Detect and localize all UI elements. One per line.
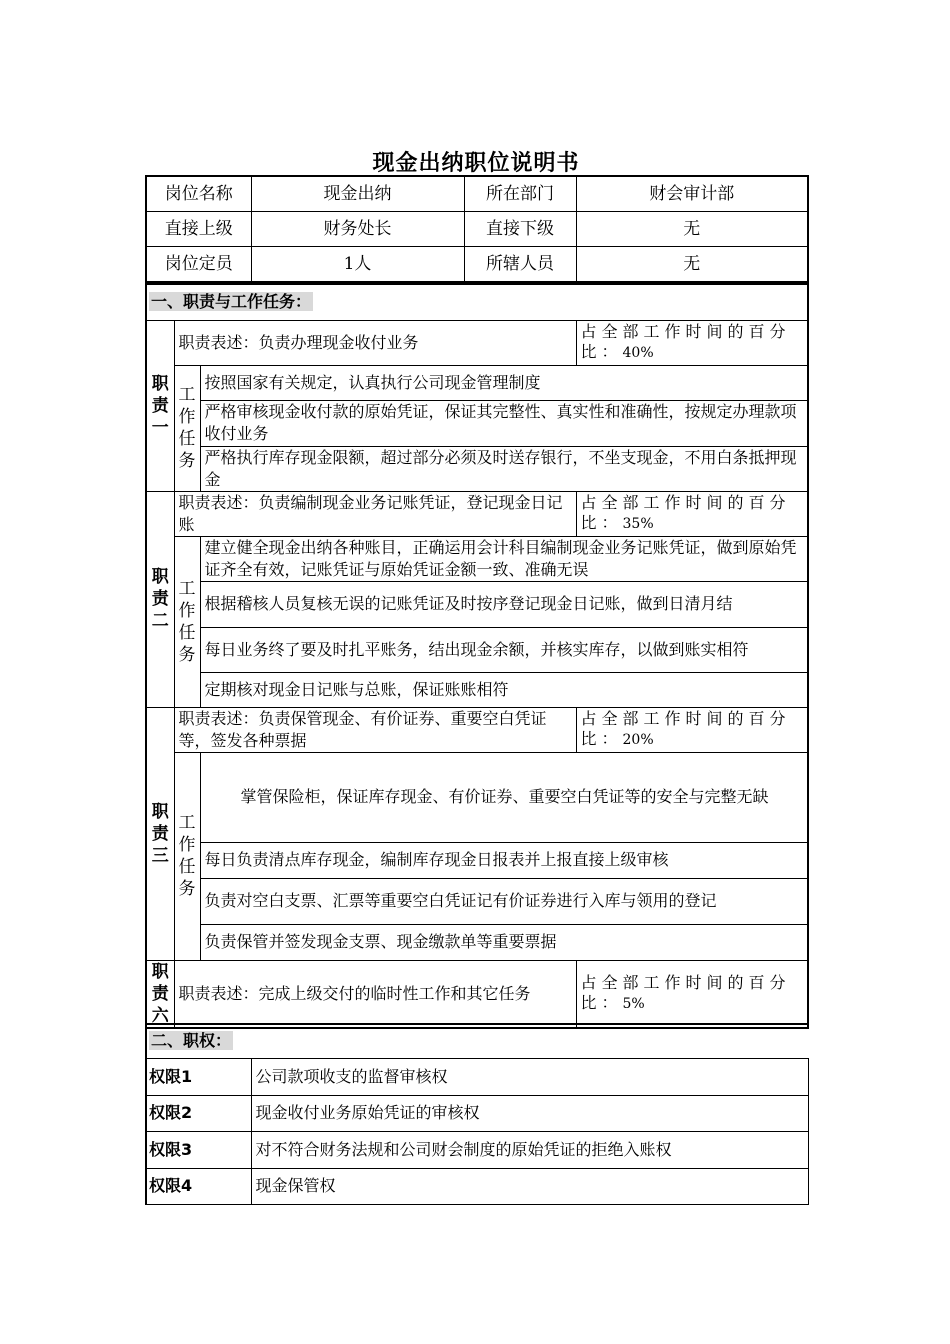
duty-time-percentage: 占全部工作时间的百分比：20% xyxy=(576,707,808,752)
duty-label: 职责三 xyxy=(146,707,174,960)
task-item: 每日负责清点库存现金，编制库存现金日报表并上报直接上级审核 xyxy=(200,842,808,878)
duty-label: 职责一 xyxy=(146,320,174,491)
permission-text: 对不符合财务法规和公司财会制度的原始凭证的拒绝入账权 xyxy=(251,1131,808,1168)
task-row xyxy=(146,536,808,581)
section2-title: 二、职权： xyxy=(151,1031,232,1051)
label-direct-subordinate: 直接下级 xyxy=(464,212,576,247)
task-item: 定期核对现金日记账与总账，保证账账相符 xyxy=(200,672,808,707)
permission-row xyxy=(146,1131,808,1168)
duty-statement: 职责表述：负责保管现金、有价证券、重要空白凭证等，签发各种票据 xyxy=(174,707,576,752)
task-row xyxy=(146,878,808,924)
task-item: 负责保管并签发现金支票、现金缴款单等重要票据 xyxy=(200,924,808,960)
section-header-row xyxy=(146,284,808,320)
section-header-row xyxy=(146,1024,808,1058)
value-direct-subordinate: 无 xyxy=(576,212,808,247)
value-headcount: 1人 xyxy=(251,247,464,283)
duty-statement: 职责表述：负责编制现金业务记账凭证，登记现金日记账 xyxy=(174,491,576,536)
duty-time-percentage: 占全部工作时间的百分比：40% xyxy=(576,320,808,365)
duty-time-percentage: 占全部工作时间的百分比：35% xyxy=(576,491,808,536)
duty-statement: 职责表述：完成上级交付的临时性工作和其它任务 xyxy=(174,960,576,1028)
task-row xyxy=(146,924,808,960)
task-row xyxy=(146,842,808,878)
permission-row xyxy=(146,1095,808,1131)
permission-label: 权限3 xyxy=(146,1131,251,1168)
info-row xyxy=(146,212,808,247)
duty-label: 职责六 xyxy=(146,960,174,1028)
duty-statement-row xyxy=(146,491,808,536)
task-row xyxy=(146,627,808,672)
info-row xyxy=(146,176,808,212)
duty-statement-row xyxy=(146,320,808,365)
permission-text: 现金保管权 xyxy=(251,1168,808,1204)
value-position-name: 现金出纳 xyxy=(251,176,464,212)
value-staff: 无 xyxy=(576,247,808,283)
permission-label: 权限4 xyxy=(146,1168,251,1204)
label-staff: 所辖人员 xyxy=(464,247,576,283)
document-title: 现金出纳职位说明书 xyxy=(372,151,580,176)
info-row xyxy=(146,247,808,283)
permission-row xyxy=(146,1058,808,1095)
permissions-table xyxy=(145,1023,809,1205)
task-item: 根据稽核人员复核无误的记账凭证及时按序登记现金日记账，做到日清月结 xyxy=(200,581,808,627)
task-item: 负责对空白支票、汇票等重要空白凭证记有价证券进行入库与领用的登记 xyxy=(200,878,808,924)
task-label: 工作任务 xyxy=(174,365,200,491)
label-department: 所在部门 xyxy=(464,176,576,212)
duties-table xyxy=(145,283,809,1029)
label-position-name: 岗位名称 xyxy=(146,176,251,212)
task-label: 工作任务 xyxy=(174,752,200,960)
task-row xyxy=(146,365,808,400)
permission-text: 公司款项收支的监督审核权 xyxy=(251,1058,808,1095)
task-row xyxy=(146,446,808,491)
task-item: 掌管保险柜，保证库存现金、有价证券、重要空白凭证等的安全与完整无缺 xyxy=(200,752,808,842)
duty-statement: 职责表述：负责办理现金收付业务 xyxy=(174,320,576,365)
task-label: 工作任务 xyxy=(174,536,200,707)
permission-label: 权限2 xyxy=(146,1095,251,1131)
permission-label: 权限1 xyxy=(146,1058,251,1095)
value-direct-superior: 财务处长 xyxy=(251,212,464,247)
position-info-table xyxy=(145,175,809,283)
duty-label: 职责二 xyxy=(146,491,174,707)
section1-title: 一、职责与工作任务： xyxy=(151,292,312,312)
duty-statement-row xyxy=(146,960,808,1028)
task-row xyxy=(146,752,808,842)
task-item: 严格执行库存现金限额，超过部分必须及时送存银行，不坐支现金，不用白条抵押现金 xyxy=(200,446,808,491)
permission-text: 现金收付业务原始凭证的审核权 xyxy=(251,1095,808,1131)
value-department: 财会审计部 xyxy=(576,176,808,212)
task-item: 建立健全现金出纳各种账目，正确运用会计科目编制现金业务记账凭证，做到原始凭证齐全有效，记账凭证与原始凭证金额一致、准确无误 xyxy=(200,536,808,581)
task-row xyxy=(146,581,808,627)
task-item: 每日业务终了要及时扎平账务，结出现金余额，并核实库存，以做到账实相符 xyxy=(200,627,808,672)
duty-time-percentage: 占全部工作时间的百分比：5% xyxy=(576,960,808,1028)
task-row xyxy=(146,672,808,707)
task-item: 按照国家有关规定，认真执行公司现金管理制度 xyxy=(200,365,808,400)
label-direct-superior: 直接上级 xyxy=(146,212,251,247)
permission-row xyxy=(146,1168,808,1204)
task-row xyxy=(146,400,808,446)
label-headcount: 岗位定员 xyxy=(146,247,251,283)
task-item: 严格审核现金收付款的原始凭证，保证其完整性、真实性和准确性，按规定办理款项收付业务 xyxy=(200,400,808,446)
duty-statement-row xyxy=(146,707,808,752)
